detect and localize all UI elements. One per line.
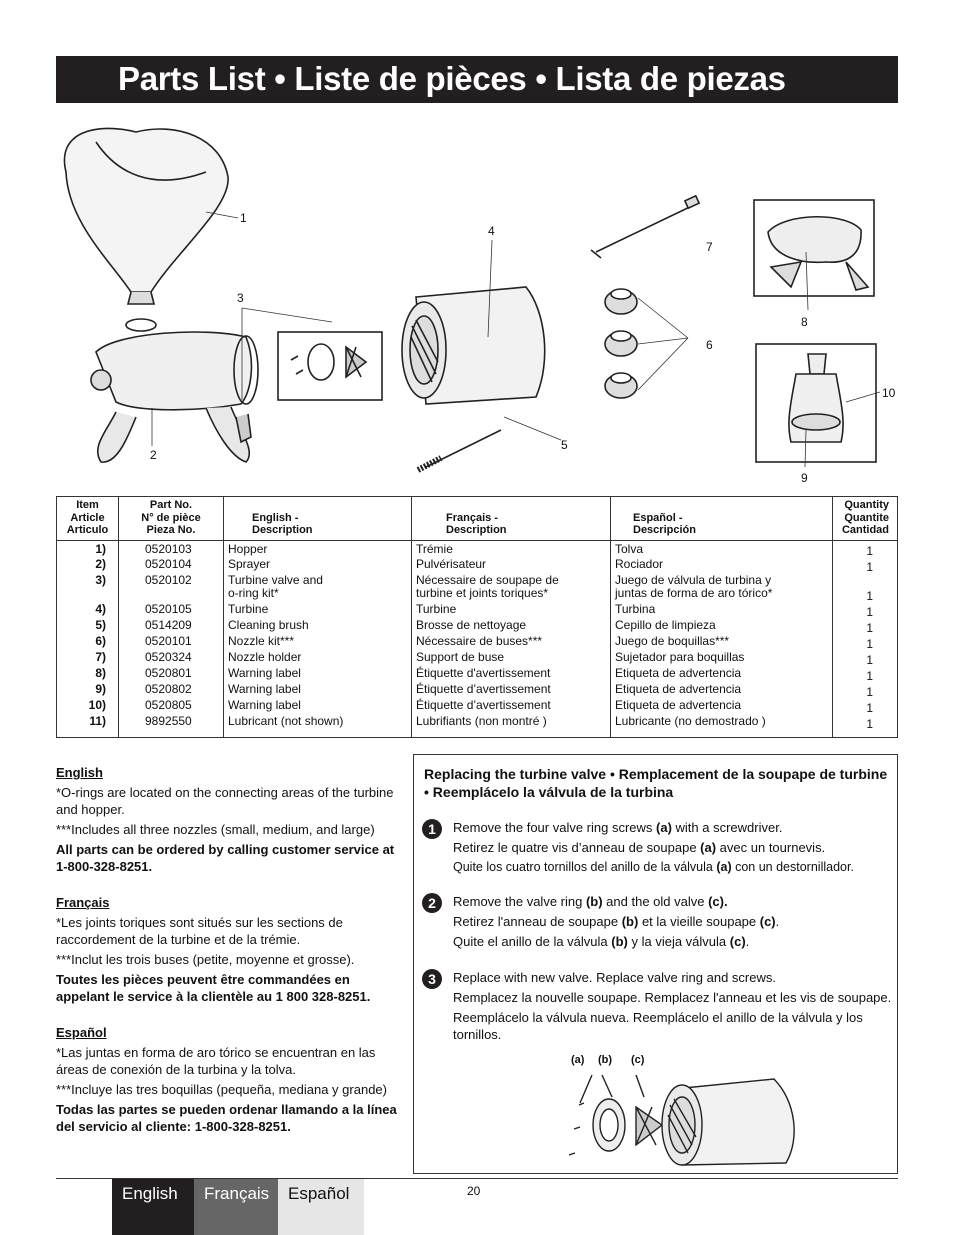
cell-item: 10)	[57, 699, 119, 715]
page-number: 20	[467, 1184, 481, 1198]
sprayer-drawing	[91, 332, 258, 462]
cell-english: Warning label	[224, 667, 412, 683]
notes-francais-heading: Français	[56, 895, 110, 910]
parts-drawing	[56, 112, 898, 490]
cell-english: Cleaning brush	[224, 619, 412, 635]
step-2-es: Quite el anillo de la válvula (b) y la vieja válvula (c).	[453, 934, 750, 949]
notes-francais-oring: *Les joints toriques sont situés sur les sections de raccordement de la turbine et de la trémie.	[56, 915, 343, 947]
cell-espanol: Juego de boquillas***	[611, 635, 833, 651]
tab-espanol[interactable]: Español	[278, 1179, 364, 1235]
header-part-no: Part No. N° de pièce Pieza No.	[119, 497, 224, 541]
cell-item: 9)	[57, 683, 119, 699]
cell-item: 2)	[57, 558, 119, 574]
cell-part-no: 0520104	[119, 558, 224, 574]
step-1-en: Remove the four valve ring screws (a) with a screwdriver.	[453, 820, 783, 835]
replace-valve-title: Replacing the turbine valve • Remplacement de la soupape de turbine • Reemplácelo la válvula de la turbina	[424, 766, 888, 800]
table-row	[57, 603, 898, 619]
notes-english-order: All parts can be ordered by calling customer service at 1-800-328-8251.	[56, 842, 395, 874]
cell-francais: Pulvérisateur	[412, 558, 611, 574]
notes-espanol-oring: *Las juntas en forma de aro tórico se encuentran en las áreas de conexión de la turbina y la tolva.	[56, 1045, 376, 1077]
cell-espanol: Cepillo de limpieza	[611, 619, 833, 635]
notes-english-heading: English	[56, 765, 103, 780]
cell-part-no: 9892550	[119, 715, 224, 737]
notes-espanol	[56, 1024, 406, 1135]
warning-label-8-drawing	[754, 200, 874, 296]
tab-francais[interactable]: Français	[194, 1179, 278, 1235]
callout-8: 8	[801, 315, 808, 329]
callout-3: 3	[237, 291, 244, 305]
cell-part-no: 0520805	[119, 699, 224, 715]
table-row	[57, 635, 898, 651]
cell-francais: Étiquette d’avertissement	[412, 699, 611, 715]
cell-item: 4)	[57, 603, 119, 619]
cell-part-no: 0520101	[119, 635, 224, 651]
notes-espanol-order: Todas las partes se pueden ordenar llamando a la línea del servicio al cliente: 1-800-328-8251.	[56, 1102, 397, 1134]
cell-espanol: Tolva	[611, 540, 833, 558]
cell-quantity: 1	[833, 558, 898, 574]
cell-english: Nozzle holder	[224, 651, 412, 667]
diagram-label-a: (a)	[571, 1054, 585, 1066]
cell-quantity: 1	[833, 651, 898, 667]
callout-7: 7	[706, 240, 713, 254]
step-1-fr: Retirez le quatre vis d’anneau de soupape (a) avec un tournevis.	[453, 840, 826, 855]
cell-francais: Brosse de nettoyage	[412, 619, 611, 635]
notes-column	[56, 764, 406, 1154]
parts-table	[56, 496, 898, 738]
step-2-fr: Retirez l'anneau de soupape (b) et la vieille soupape (c).	[453, 914, 780, 929]
table-row	[57, 558, 898, 574]
cell-quantity: 1	[833, 699, 898, 715]
callout-4: 4	[488, 224, 495, 238]
parts-table-header	[57, 497, 898, 541]
diagram-label-b: (b)	[598, 1054, 613, 1066]
cell-quantity: 1	[833, 635, 898, 651]
cell-english: Warning label	[224, 699, 412, 715]
cell-item: 11)	[57, 715, 119, 737]
notes-francais-nozzles: ***Inclut les trois buses (petite, moyenne et grosse).	[56, 952, 355, 967]
cell-espanol: Etiqueta de advertencia	[611, 683, 833, 699]
cell-quantity: 1	[833, 683, 898, 699]
cell-part-no: 0520802	[119, 683, 224, 699]
cell-part-no: 0520105	[119, 603, 224, 619]
cell-espanol: Etiqueta de advertencia	[611, 699, 833, 715]
callout-6: 6	[706, 338, 713, 352]
header-english: English - Description	[224, 497, 412, 541]
cell-espanol: Juego de válvula de turbina y juntas de forma de aro tórico*	[611, 574, 833, 603]
step-2-en: Remove the valve ring (b) and the old valve (c).	[453, 894, 728, 909]
notes-english	[56, 764, 406, 875]
cell-english: Lubricant (not shown)	[224, 715, 412, 737]
table-row	[57, 667, 898, 683]
table-row	[57, 699, 898, 715]
table-row	[57, 619, 898, 635]
cell-espanol: Sujetador para boquillas	[611, 651, 833, 667]
cell-quantity: 1	[833, 540, 898, 558]
cell-espanol: Lubricante (no demostrado )	[611, 715, 833, 737]
step-1-number: 1	[422, 819, 442, 839]
notes-francais-order: Toutes les pièces peuvent être commandées en appelant le service à la clientèle au 1 800 328-8251.	[56, 972, 371, 1004]
notes-english-nozzles: ***Includes all three nozzles (small, medium, and large)	[56, 822, 375, 837]
header-espanol: Español - Descripción	[611, 497, 833, 541]
o-ring-drawing	[126, 319, 156, 331]
cell-part-no: 0520801	[119, 667, 224, 683]
page-title: Parts List • Liste de pièces • Lista de piezas	[118, 60, 786, 97]
tab-english[interactable]: English	[112, 1179, 194, 1235]
cell-english: Turbine valve and o-ring kit*	[224, 574, 412, 603]
cell-quantity: 1	[833, 715, 898, 737]
step-3-es: Reemplácelo la válvula nueva. Reemplácelo el anillo de la válvula y los tornillos.	[453, 1010, 863, 1042]
cell-item: 1)	[57, 540, 119, 558]
step-3-fr: Remplacez la nouvelle soupape. Remplacez l'anneau et les vis de soupape.	[453, 990, 892, 1005]
callout-9: 9	[801, 471, 808, 485]
cell-english: Turbine	[224, 603, 412, 619]
cell-francais: Trémie	[412, 540, 611, 558]
nozzle-holder-drawing	[591, 196, 699, 258]
cell-item: 5)	[57, 619, 119, 635]
parts-illustration	[56, 112, 898, 490]
valve-replacement-diagram	[564, 1067, 814, 1167]
cell-quantity: 1	[833, 574, 898, 603]
cell-francais: Lubrifiants (non montré )	[412, 715, 611, 737]
cell-part-no: 0520324	[119, 651, 224, 667]
cell-francais: Turbine	[412, 603, 611, 619]
cell-item: 8)	[57, 667, 119, 683]
cell-item: 3)	[57, 574, 119, 603]
cell-part-no: 0520102	[119, 574, 224, 603]
cell-quantity: 1	[833, 667, 898, 683]
notes-english-oring: *O-rings are located on the connecting areas of the turbine and hopper.	[56, 785, 394, 817]
cell-english: Warning label	[224, 683, 412, 699]
step-1-es: Quite los cuatro tornillos del anillo de la válvula (a) con un destornillador.	[453, 860, 854, 874]
step-3-number: 3	[422, 969, 442, 989]
notes-francais	[56, 894, 406, 1005]
turbine-drawing	[402, 287, 545, 404]
diagram-label-c: (c)	[631, 1054, 645, 1066]
header-quantity: Quantity Quantite Cantidad	[833, 497, 898, 541]
cell-espanol: Etiqueta de advertencia	[611, 667, 833, 683]
callout-2: 2	[150, 448, 157, 462]
table-row	[57, 715, 898, 737]
parts-table-body	[57, 540, 898, 737]
step-2-number: 2	[422, 893, 442, 913]
cell-espanol: Turbina	[611, 603, 833, 619]
cell-quantity: 1	[833, 603, 898, 619]
callout-10: 10	[882, 386, 896, 400]
warning-label-9-10-drawing	[756, 344, 876, 462]
cell-francais: Étiquette d’avertissement	[412, 683, 611, 699]
replace-valve-box	[413, 754, 898, 1174]
cell-part-no: 0514209	[119, 619, 224, 635]
notes-espanol-nozzles: ***Incluye las tres boquillas (pequeña, mediana y grande)	[56, 1082, 387, 1097]
title-bar	[56, 56, 898, 103]
cell-quantity: 1	[833, 619, 898, 635]
table-row	[57, 683, 898, 699]
table-row	[57, 574, 898, 603]
cell-part-no: 0520103	[119, 540, 224, 558]
cell-item: 6)	[57, 635, 119, 651]
step-3-en: Replace with new valve. Replace valve ring and screws.	[453, 970, 776, 985]
table-row	[57, 540, 898, 558]
cell-english: Nozzle kit***	[224, 635, 412, 651]
cell-english: Hopper	[224, 540, 412, 558]
header-item: Item Article Articulo	[57, 497, 119, 541]
cell-francais: Étiquette d'avertissement	[412, 667, 611, 683]
notes-espanol-heading: Español	[56, 1025, 107, 1040]
callout-1: 1	[240, 211, 247, 225]
header-francais: Français - Description	[412, 497, 611, 541]
callout-5: 5	[561, 438, 568, 452]
cell-espanol: Rociador	[611, 558, 833, 574]
hopper-drawing	[64, 128, 228, 304]
cell-francais: Nécessaire de buses***	[412, 635, 611, 651]
cell-english: Sprayer	[224, 558, 412, 574]
table-row	[57, 651, 898, 667]
nozzles-drawing	[605, 289, 637, 398]
cell-francais: Support de buse	[412, 651, 611, 667]
valve-inset-drawing	[278, 332, 382, 400]
cell-francais: Nécessaire de soupape de turbine et joints toriques*	[412, 574, 611, 603]
cell-item: 7)	[57, 651, 119, 667]
brush-drawing	[418, 430, 501, 470]
